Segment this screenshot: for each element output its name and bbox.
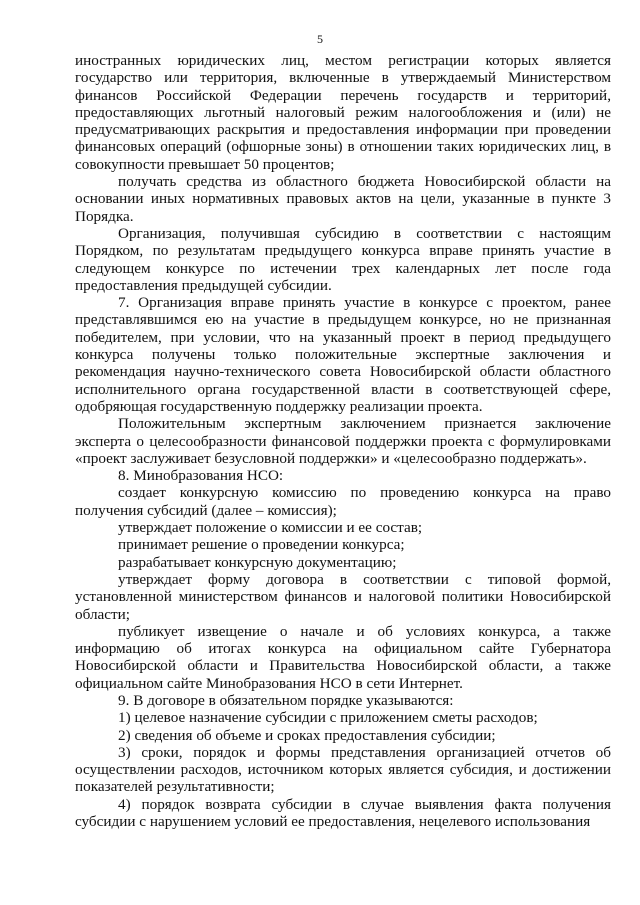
paragraph: создает конкурсную комиссию по проведению конкурса на право получения субсидий (далее – комиссия);	[75, 484, 611, 519]
paragraph: 2) сведения об объеме и сроках предоставления субсидии;	[118, 726, 496, 744]
paragraph: 4) порядок возврата субсидии в случае выявления факта получения субсидии с нарушением условий ее предоставления, нецелевого использования	[75, 795, 611, 831]
paragraph: получать средства из областного бюджета Новосибирской области на основании иных нормативных правовых актов на цели, указанные в пункте 3 Порядка.	[75, 173, 611, 225]
document-body	[75, 52, 611, 830]
paragraph: 1) целевое назначение субсидии с приложением сметы расходов;	[118, 709, 538, 727]
page-number: 5	[317, 32, 323, 46]
paragraph: публикует извещение о начале и об условиях конкурса, а также информацию об итогах конкурса на официальном сайте Губернатора Новосибирской области и Правительства Новосибирской области, а также официальном сайте Минобразования НСО в сети Интернет.	[75, 622, 611, 692]
paragraph: Организация, получившая субсидию в соответствии с настоящим Порядком, по результатам предыдущего конкурса вправе принять участие в следующем конкурсе по истечении трех календарных лет после года предоставления предыдущей субсидии.	[75, 224, 611, 294]
paragraph: 3) сроки, порядок и формы представления организацией отчетов об осуществлении расходов, источником которых является субсидия, и достижении показателей результативности;	[75, 743, 611, 796]
paragraph: 9. В договоре в обязательном порядке указываются:	[118, 691, 454, 709]
paragraph: 7. Организация вправе принять участие в конкурсе с проектом, ранее представлявшимся ею на участие в предыдущем конкурсе, но не признанная победителем, при условии, что на указанный проект в период предыдущего конкурса получены только положительные экспертные заключения и рекомендация научно-технического совета Новосибирской области областного исполнительного органа государственной власти в соответствующей сфере, одобряющая государственную поддержку реализации проекта.	[75, 294, 611, 415]
paragraph: Положительным экспертным заключением признается заключение эксперта о целесообразности финансовой поддержки проекта с формулировками «проект заслуживает безусловной поддержки» и «целесообразно поддержать».	[75, 415, 611, 467]
paragraph: утверждает форму договора в соответствии с типовой формой, установленной министерством финансов и налоговой политики Новосибирской области;	[75, 570, 611, 623]
paragraph: принимает решение о проведении конкурса;	[118, 536, 405, 554]
paragraph: иностранных юридических лиц, местом регистрации которых является государство или территория, включенные в утверждаемый Министерством финансов Российской Федерации перечень государств и территорий, предоставляющих льготный налоговый режим налогообложения и (или) не предусматривающих раскрытия и предоставления информации при проведении финансовых операций (офшорные зоны) в отношении таких юридических лиц, в совокупности превышает 50 процентов;	[75, 52, 611, 173]
paragraph: утверждает положение о комиссии и ее состав;	[118, 519, 423, 537]
paragraph: разрабатывает конкурсную документацию;	[118, 553, 397, 571]
paragraph: 8. Минобразования НСО:	[118, 467, 284, 485]
